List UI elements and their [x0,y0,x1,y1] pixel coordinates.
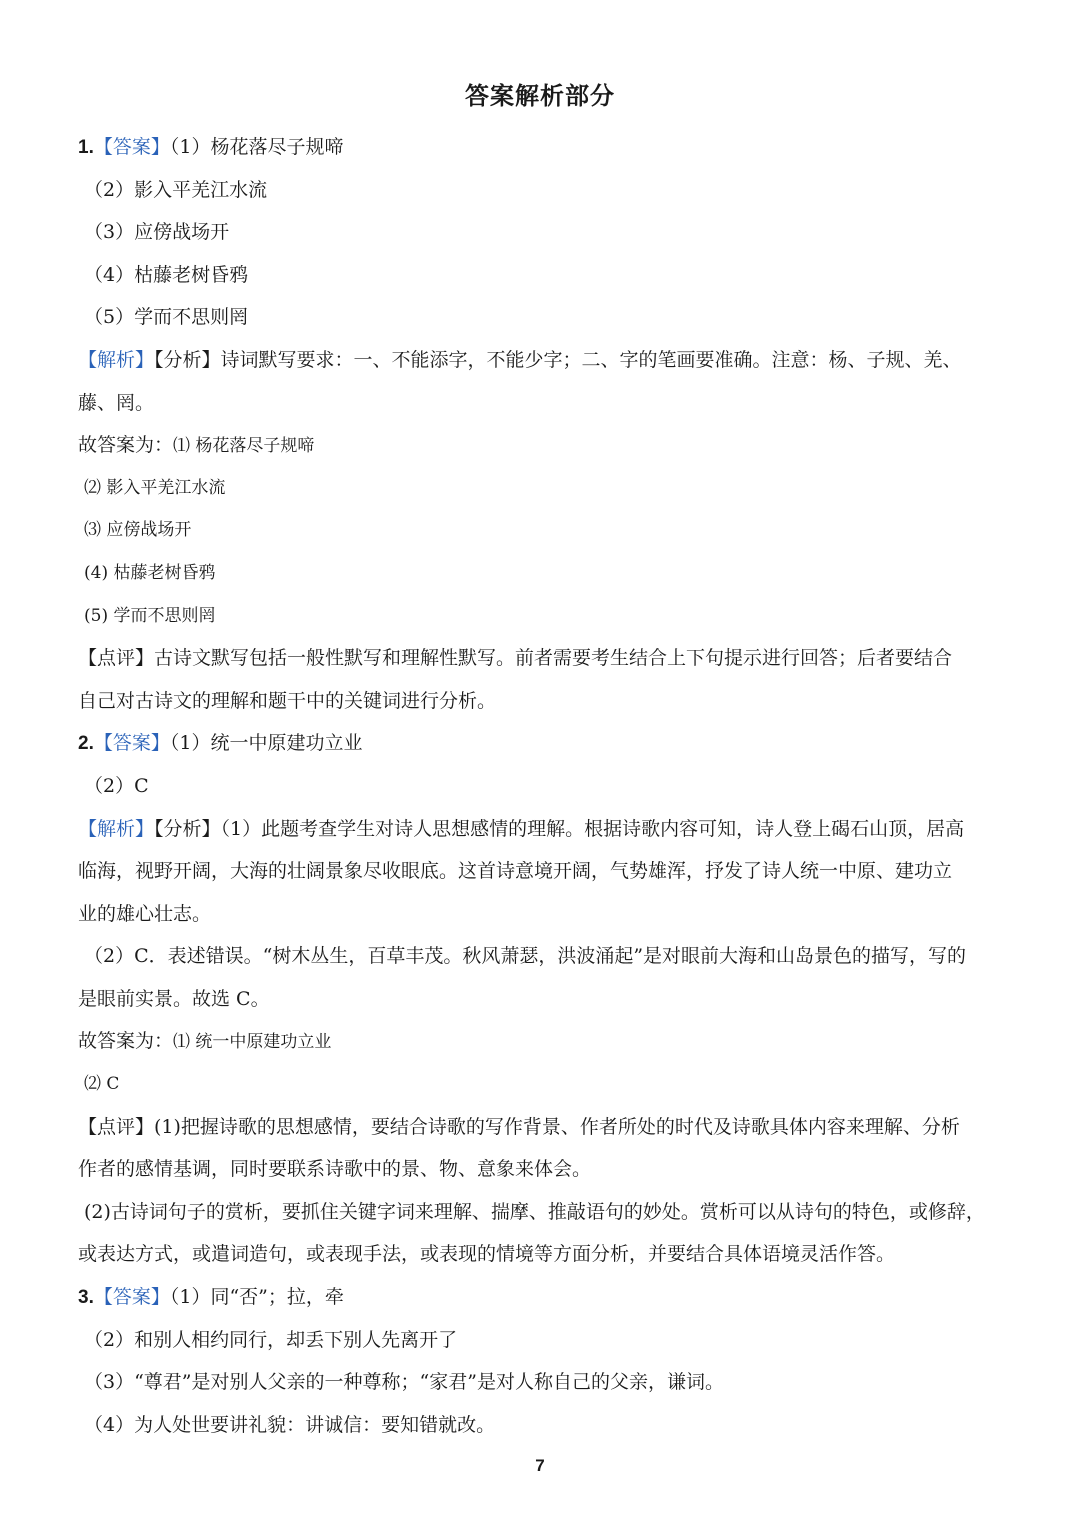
q1-final-4: (4) 枯藤老树昏鸦 [84,562,216,583]
q1-final-2: ⑵ 影入平羌江水流 [84,477,226,498]
q2-answer-1: （1）统一中原建功立业 [169,732,363,755]
q1-answer-2: （2）影入平羌江水流 [84,178,268,201]
q3-answer-1: （1）同“否”；拉，牵 [169,1286,344,1309]
q2-comment-tag: 【点评】 [78,1115,155,1138]
q1-final-3: ⑶ 应傍战场开 [84,520,192,541]
q2-analysis-line-1 [78,808,1004,851]
q2-final-line-1 [78,1020,1004,1063]
q2-analysis-text-1: （1）此题考查学生对诗人思想感情的理解。根据诗歌内容可知，诗人登上碣石山顶，居高 [220,817,965,840]
q2-comment-line-1 [78,1106,1004,1149]
q2-comment-line-3: (2)古诗词句子的赏析，要抓住关键字词来理解、揣摩、推敲语句的妙处。赏析可以从诗句的特色，或修辞， [84,1200,985,1223]
q2-comment-line-2: 作者的感情基调，同时要联系诗歌中的景、物、意象来体会。 [78,1158,592,1181]
q2-fenxi-tag: 【分析】 [154,817,221,840]
q2-final-prefix: 故答案为： [78,1030,174,1053]
q2-jiexi-tag: 【解析】 [78,817,155,840]
q1-answer-5: （5）学而不思则罔 [84,306,249,329]
q1-final-prefix: 故答案为： [78,434,174,457]
q1-answer-line [78,126,1004,169]
q3-answer-3: （3）“尊君”是对别人父亲的一种尊称；“家君”是对人称自己的父亲，谦词。 [84,1371,724,1394]
q2-number: 2. [78,733,94,755]
q1-comment-line-1 [78,637,1004,680]
q2-analysis-line-4: （2）C．表述错误。“树木丛生，百草丰茂。秋风萧瑟，洪波涌起”是对眼前大海和山岛景色的描写，写的 [84,945,967,968]
q1-comment-tag: 【点评】 [78,647,155,670]
q1-analysis-line-2: 藤、罔。 [78,391,155,414]
q2-analysis-line-5: 是眼前实景。故选 C。 [78,987,270,1010]
q1-answer-3: （3）应傍战场开 [84,221,230,244]
q3-answer-line [78,1276,1004,1319]
page-title: 答案解析部分 [465,82,615,110]
q1-final-line-1 [78,424,1004,467]
q1-number: 1. [78,137,94,158]
q2-final-1: ⑴ 统一中原建功立业 [173,1032,332,1053]
q1-fenxi-tag: 【分析】 [154,348,221,371]
q1-comment-line-2: 自己对古诗文的理解和题干中的关键词进行分析。 [78,689,497,712]
q1-answer-4: （4）枯藤老树昏鸦 [84,263,249,286]
q2-answer-line [78,722,1004,765]
answer-content [78,126,1004,1446]
q3-answer-4: （4）为人处世要讲礼貌：讲诚信：要知错就改。 [84,1413,496,1436]
q3-answer-2: （2）和别人相约同行，却丢下别人先离开了 [84,1328,458,1351]
q1-final-1: ⑴ 杨花落尽子规啼 [173,436,315,457]
q2-comment-line-4: 或表达方式，或遣词造句，或表现手法，或表现的情境等方面分析，并要结合具体语境灵活作答。 [78,1243,896,1266]
q1-analysis-text-1: 诗词默写要求：一、不能添字，不能少字；二、字的笔画要准确。注意：杨、子规、羌、 [220,348,962,371]
q1-answer-tag: 【答案】 [93,136,170,158]
q1-comment-text-1: 古诗文默写包括一般性默写和理解性默写。前者需要考生结合上下句提示进行回答；后者要结合 [154,647,953,670]
q3-answer-tag: 【答案】 [93,1286,170,1309]
q1-final-5: (5) 学而不思则罔 [84,605,216,626]
q2-answer-tag: 【答案】 [93,732,170,755]
q2-final-2: ⑵ C [84,1074,120,1095]
q2-analysis-line-2: 临海，视野开阔，大海的壮阔景象尽收眼底。这首诗意境开阔，气势雄浑，抒发了诗人统一中原、建功立 [78,860,953,883]
q1-answer-1: （1）杨花落尽子规啼 [169,136,344,158]
q2-comment-text-1: (1)把握诗歌的思想感情，要结合诗歌的写作背景、作者所处的时代及诗歌具体内容来理解、分析 [154,1115,960,1138]
q1-analysis-line-1 [78,339,1004,382]
q2-answer-2: （2）C [84,774,149,797]
q2-analysis-line-3: 业的雄心壮志。 [78,902,212,925]
q3-number: 3. [78,1287,94,1309]
page-number: 7 [535,1456,545,1475]
q1-jiexi-tag: 【解析】 [78,348,155,371]
